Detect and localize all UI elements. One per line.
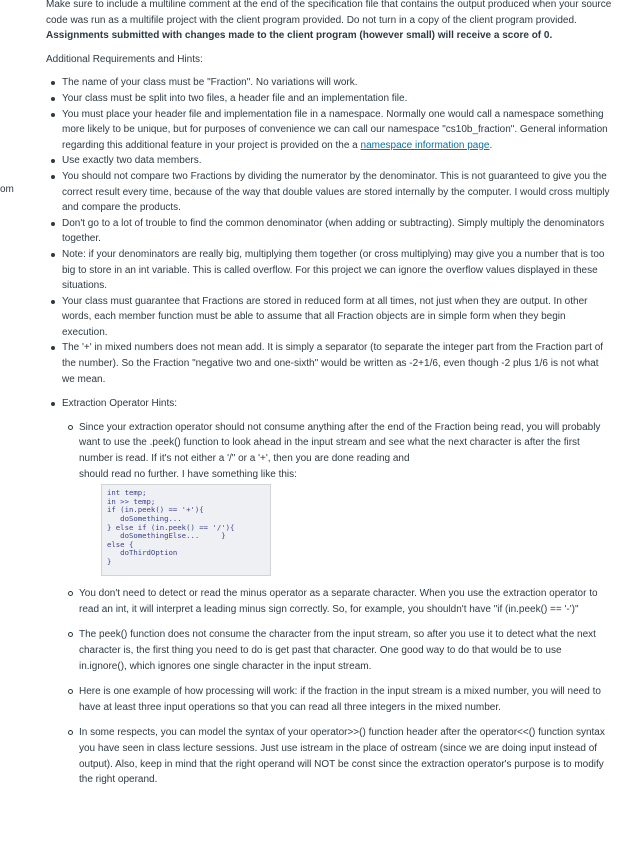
hint-text: You don't need to detect or read the minus operator as a separate character. When you use the extraction operator to read an int, it will interpret a leading minus sign correctly. So, for example, you shouldn't have "if (in.peek() == '-')" bbox=[79, 588, 598, 615]
intro-paragraph: Make sure to include a multiline comment at the end of the specification file that contains the output produced when your source code was run as a multifile project with the client program provided. Do not turn in a copy of the client program provided. bbox=[46, 0, 612, 26]
list-item-text: Your class must guarantee that Fractions are stored in reduced form at all times, not just when they are output. In other words, each member function must be able to assume that all Fraction objects are in simple form when they begin execution. bbox=[62, 295, 588, 338]
list-item bbox=[62, 91, 612, 107]
list-item-text: Use exactly two data members. bbox=[62, 155, 202, 167]
section-heading: Additional Requirements and Hints: bbox=[46, 53, 203, 65]
list-item-text: Your class must be split into two files, a header file and an implementation file. bbox=[62, 92, 408, 104]
code-snippet: int temp; in >> temp; if (in.peek() == '+'){ doSomething... } else if (in.peek() == '/'){ doSomethingElse... } else { doThirdOption } bbox=[107, 488, 235, 566]
list-item-text: You must place your header file and implementation file in a namespace. Normally one would call a namespace something more likely to be unique, but for purposes of convenience we can call our namespace "cs10b_fraction". General information regarding this additional feature in your project is provided on the a bbox=[62, 108, 608, 151]
list-item-text-end: . bbox=[489, 139, 493, 151]
list-item-text: You should not compare two Fractions by dividing the numerator by the denominator. This is not guaranteed to give you the correct result every time, because of the way that double values are stored internally by the computer. I would cross multiply and compare the products. bbox=[62, 170, 610, 214]
list-item bbox=[62, 107, 612, 154]
hint-text: Here is one example of how processing will work: if the fraction in the input stream is a mixed number, you will need to have at least three input operations so that you can read all three integers in the mixed number. bbox=[79, 686, 601, 713]
hint-text: Since your extraction operator should not consume anything after the end of the Fraction being read, you will probably want to use the .peek() function to look ahead in the input stream and see what the next character is after the first number is read. If it's not either a '/" or a '+', then you are done reading and bbox=[79, 421, 601, 465]
assignment-content bbox=[46, 0, 612, 798]
hint-text: The peek() function does not consume the character from the input stream, so after you use it to detect what the next character is, the first thing you need to do is get past that character. One good way to do that would be to use in.ignore(), which ignores one single character in the input stream. bbox=[79, 629, 596, 672]
code-example-image bbox=[101, 484, 271, 576]
sub-list-item bbox=[79, 586, 612, 617]
sub-list-item bbox=[79, 725, 612, 787]
sub-list-item bbox=[79, 420, 612, 576]
list-item-text: Don't go to a lot of trouble to find the common denominator (when adding or subtracting). Simply multiply the denominators together. bbox=[62, 217, 605, 245]
list-item bbox=[62, 294, 612, 341]
namespace-info-link[interactable]: namespace information page bbox=[360, 139, 490, 151]
list-item bbox=[62, 216, 612, 247]
extraction-hints-heading: Extraction Operator Hints: bbox=[62, 398, 178, 410]
left-edge-fragment: om bbox=[0, 184, 14, 195]
list-item-text: The name of your class must be "Fraction". No variations will work. bbox=[62, 77, 358, 89]
list-item-text: The '+' in mixed numbers does not mean add. It is simply a separator (to separate the integer part from the Fraction part of the number). So the Fraction "negative two and one-sixth" would be written as -2+1/6, even though -2 plus 1/6 is not what we mean. bbox=[62, 342, 604, 385]
list-item bbox=[62, 153, 612, 169]
extraction-hints-item bbox=[62, 396, 612, 788]
hint-text: In some respects, you can model the syntax of your operator>>() function header after the operator<<() function syntax you have seen in class lecture sessions. Just use istream in the place of ostream (since we are doing input instead of output). Also, keep in mind that the right operand will NOT be const since the extraction operator's purpose is to modify the right operand. bbox=[79, 727, 605, 786]
warning-text: Assignments submitted with changes made to the client program (however small) will receive a score of 0. bbox=[46, 30, 553, 42]
list-item bbox=[62, 169, 612, 216]
extraction-hints-list bbox=[62, 420, 612, 788]
requirements-list bbox=[46, 75, 612, 787]
list-item bbox=[62, 75, 612, 91]
list-item-text: Note: if your denominators are really big, multiplying them together (or cross multiplying) may give you a number that is too big to store in an int variable. This is called overflow. For this project we can ignore the overflow values displayed in these situations. bbox=[62, 248, 605, 292]
hint-text-continued: should read no further. I have something like this: bbox=[79, 468, 297, 480]
list-item bbox=[62, 247, 612, 294]
list-item bbox=[62, 340, 612, 387]
sub-list-item bbox=[79, 627, 612, 674]
sub-list-item bbox=[79, 684, 612, 715]
